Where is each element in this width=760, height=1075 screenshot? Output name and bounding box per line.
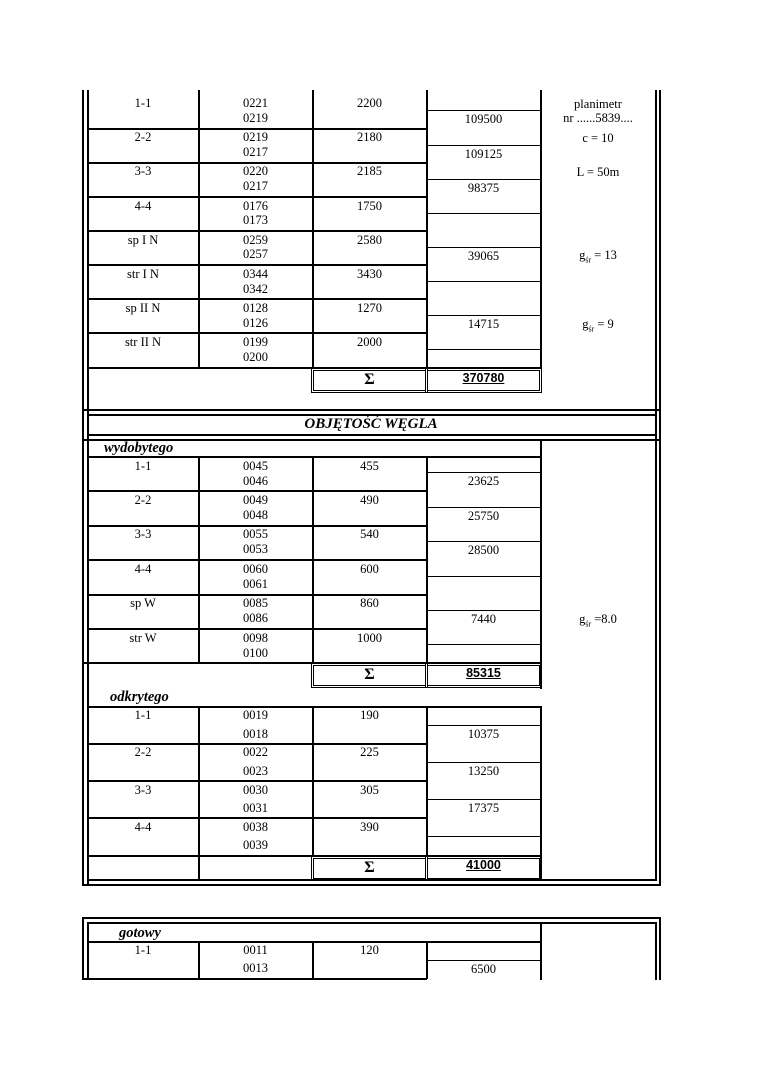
note-g-sr-9: $g_{śr} = 9$ [582, 317, 614, 334]
result-cell: 10375 [467, 727, 500, 741]
code-cell: 0098 [243, 631, 268, 645]
value-cell: 2185 [357, 164, 382, 178]
row-label: 3-3 [134, 164, 152, 178]
total-value: 370780 [462, 371, 505, 385]
code-cell: 0022 [243, 745, 268, 759]
code-cell: 0013 [243, 961, 268, 975]
code-cell: 0220 [243, 164, 268, 178]
value-cell: 860 [360, 596, 379, 610]
result-cell: 14715 [467, 317, 500, 331]
code-cell: 0173 [243, 213, 268, 227]
note-g-sr-8: $g_{śr} =8.0$ [579, 612, 617, 629]
row-label: sp II N [125, 301, 161, 315]
value-cell: 490 [360, 493, 379, 507]
value-cell: 2580 [357, 233, 382, 247]
note-g-sr-13: $g_{śr} = 13$ [579, 248, 617, 265]
code-cell: 0200 [243, 350, 268, 364]
sum-symbol: Σ [364, 666, 375, 683]
code-cell: 0100 [243, 646, 268, 660]
result-cell: 6500 [471, 962, 496, 976]
row-label: str II N [124, 335, 162, 349]
code-cell: 0031 [243, 801, 268, 815]
row-label: 1-1 [134, 96, 152, 110]
result-cell: 109500 [464, 112, 503, 126]
code-cell: 0257 [243, 247, 268, 261]
value-cell: 2180 [357, 130, 382, 144]
value-cell: 1000 [357, 631, 382, 645]
value-cell: 225 [360, 745, 379, 759]
gotowy-label: gotowy [119, 925, 161, 941]
code-cell: 0217 [243, 179, 268, 193]
value-cell: 190 [360, 708, 379, 722]
code-cell: 0126 [243, 316, 268, 330]
value-cell: 305 [360, 783, 379, 797]
note-nr: nr ......5839.... [563, 111, 633, 125]
value-cell: 390 [360, 820, 379, 834]
code-cell: 0219 [243, 111, 268, 125]
row-label: 2-2 [134, 130, 152, 144]
note-c: c = 10 [582, 131, 614, 145]
value-cell: 2200 [357, 96, 382, 110]
code-cell: 0217 [243, 145, 268, 159]
value-cell: 1270 [357, 301, 382, 315]
code-cell: 0221 [243, 96, 268, 110]
result-cell: 13250 [467, 764, 500, 778]
code-cell: 0038 [243, 820, 268, 834]
value-cell: 120 [360, 943, 379, 957]
row-label: 1-1 [134, 943, 152, 957]
row-label: 1-1 [134, 459, 152, 473]
note-planimetr: planimetr [574, 97, 622, 111]
code-cell: 0049 [243, 493, 268, 507]
code-cell: 0045 [243, 459, 268, 473]
code-cell: 0018 [243, 727, 268, 741]
wydobytego-label: wydobytego [104, 440, 174, 456]
code-cell: 0060 [243, 562, 268, 576]
row-label: 4-4 [134, 820, 152, 834]
code-cell: 0344 [243, 267, 268, 281]
result-cell: 39065 [467, 249, 500, 263]
value-cell: 3430 [357, 267, 382, 281]
row-label: 4-4 [134, 562, 152, 576]
result-cell: 17375 [467, 801, 500, 815]
note-L: L = 50m [576, 165, 620, 179]
code-cell: 0011 [243, 943, 268, 957]
code-cell: 0176 [243, 199, 268, 213]
value-cell: 540 [360, 527, 379, 541]
row-label: 2-2 [134, 745, 152, 759]
result-cell: 28500 [467, 543, 500, 557]
code-cell: 0046 [243, 474, 268, 488]
row-label: 2-2 [134, 493, 152, 507]
value-cell: 600 [360, 562, 379, 576]
code-cell: 0061 [243, 577, 268, 591]
code-cell: 0128 [243, 301, 268, 315]
section-title: OBJĘTOŚĆ WĘGLA [304, 416, 438, 432]
row-label: sp W [130, 596, 156, 610]
row-label: str I N [127, 267, 159, 281]
result-cell: 109125 [464, 147, 503, 161]
row-label: 4-4 [134, 199, 152, 213]
row-label: 1-1 [134, 708, 152, 722]
value-cell: 1750 [357, 199, 382, 213]
row-label: 3-3 [134, 783, 152, 797]
row-label: str W [129, 631, 157, 645]
code-cell: 0199 [243, 335, 268, 349]
row-label: sp I N [127, 233, 159, 247]
value-cell: 455 [360, 459, 379, 473]
code-cell: 0259 [243, 233, 268, 247]
code-cell: 0039 [243, 838, 268, 852]
code-cell: 0019 [243, 708, 268, 722]
result-cell: 98375 [467, 181, 500, 195]
code-cell: 0053 [243, 542, 268, 556]
result-cell: 25750 [467, 509, 500, 523]
sum-symbol: Σ [364, 371, 375, 388]
value-cell: 2000 [357, 335, 382, 349]
code-cell: 0342 [243, 282, 268, 296]
code-cell: 0048 [243, 508, 268, 522]
odkrytego-label: odkrytego [110, 689, 169, 705]
sum-symbol: Σ [364, 859, 375, 876]
code-cell: 0055 [243, 527, 268, 541]
total-value: 41000 [466, 858, 501, 872]
row-label: 3-3 [134, 527, 152, 541]
total-value: 85315 [466, 666, 501, 680]
code-cell: 0085 [243, 596, 268, 610]
result-cell: 23625 [467, 474, 500, 488]
code-cell: 0219 [243, 130, 268, 144]
code-cell: 0086 [243, 611, 268, 625]
code-cell: 0030 [243, 783, 268, 797]
result-cell: 7440 [471, 612, 496, 626]
code-cell: 0023 [243, 764, 268, 778]
